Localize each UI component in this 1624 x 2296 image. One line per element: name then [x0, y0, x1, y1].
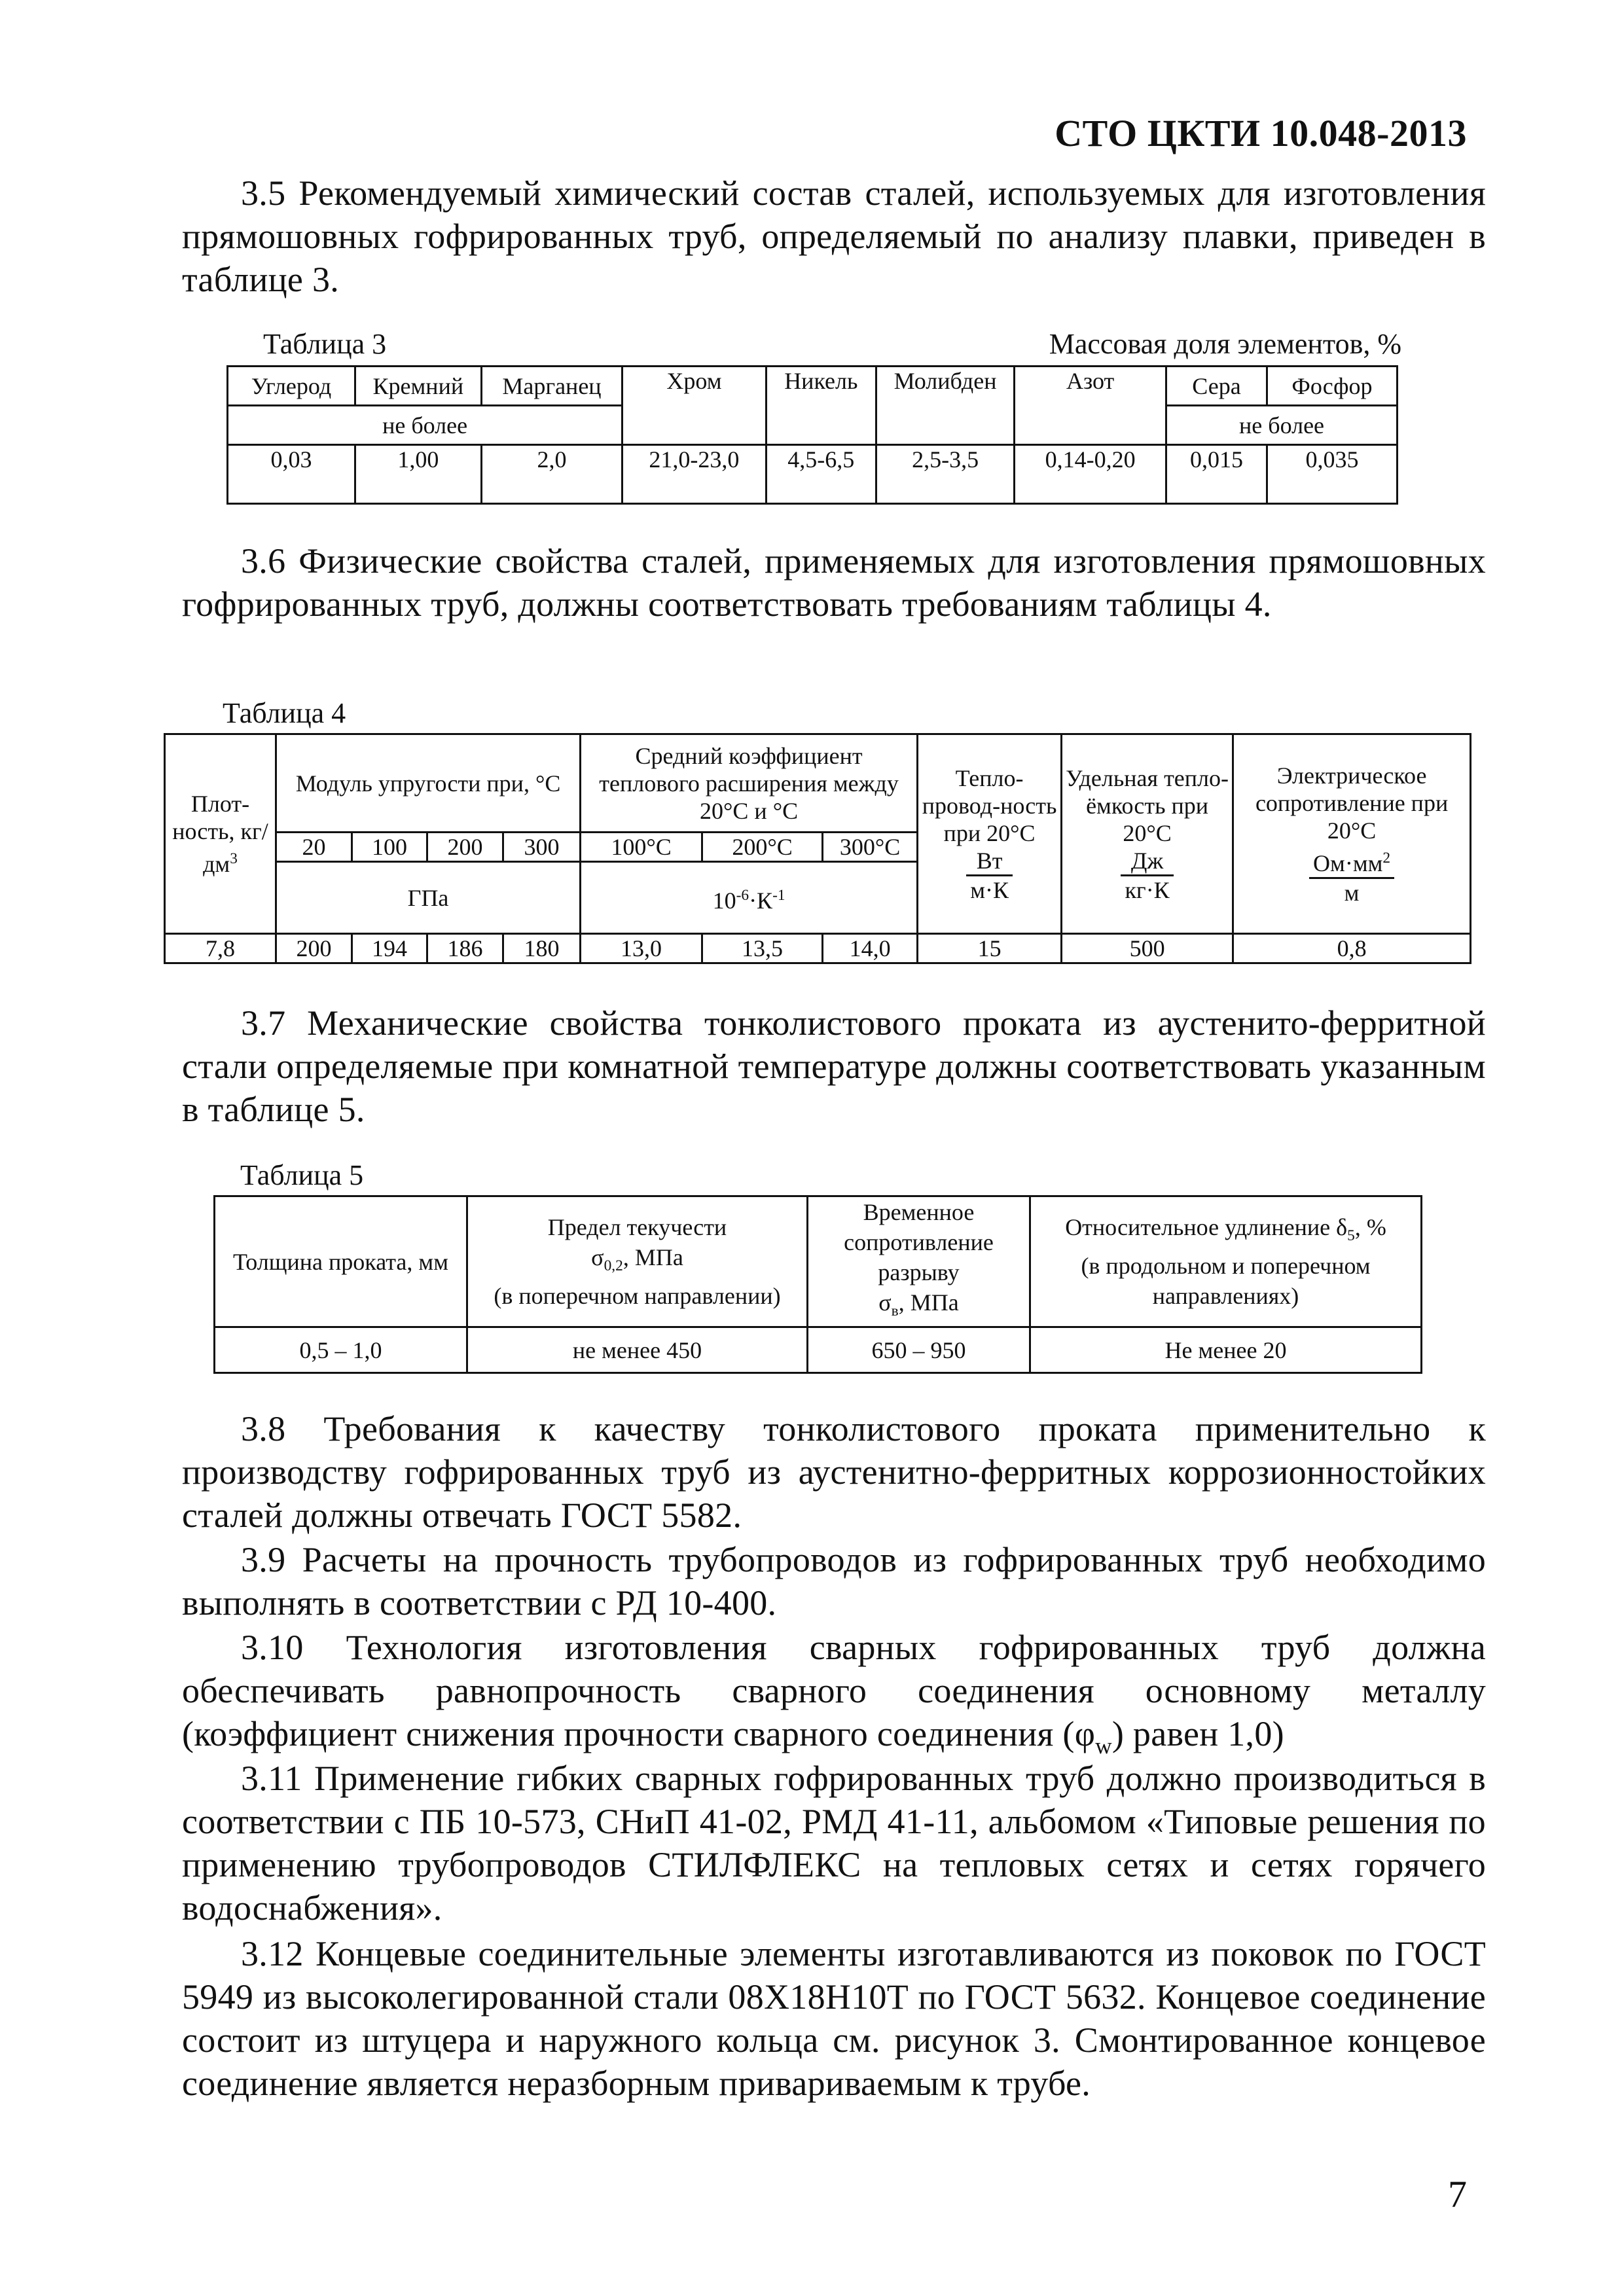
table3-value: 2,0 [481, 445, 622, 504]
table4-expansion-temp: 300°С [823, 833, 918, 862]
table4-value: 180 [503, 934, 581, 963]
table-4 [164, 733, 1471, 964]
table5-thickness-header: Толщина проката, мм [215, 1196, 467, 1327]
table4-value: 194 [352, 934, 427, 963]
table4-caption: Таблица 4 [223, 697, 346, 729]
table5-value: не менее 450 [467, 1327, 808, 1373]
table5-value: 650 – 950 [808, 1327, 1030, 1373]
table4-modulus-temp: 200 [427, 833, 503, 862]
table5-yield-header: Предел текучести $\sigma_{0,2}$, МПа (в поперечном направлении) [467, 1196, 808, 1327]
table4-value: 7,8 [165, 934, 276, 963]
table4-expansion-header: Средний коэффициент теплового расширения между 20°С и °С [581, 734, 918, 833]
table4-value: 0,8 [1233, 934, 1471, 963]
table3-header: Молибден [876, 367, 1014, 445]
table4-header-row [165, 734, 1471, 833]
document-code: СТО ЦКТИ 10.048-2013 [1055, 112, 1467, 154]
page-number: 7 [1448, 2173, 1467, 2215]
table4-value: 15 [918, 934, 1062, 963]
table3-header-row [228, 367, 1398, 406]
table4-conductivity-header: Тепло-провод-ность при 20°С $\frac{Вт}{м\cdot К}$ [918, 734, 1062, 934]
table5-caption: Таблица 5 [240, 1159, 364, 1191]
table3-header: Углерод [228, 367, 355, 406]
table4-value: 500 [1062, 934, 1233, 963]
table3-not-more-right: не более [1166, 406, 1398, 445]
table3-header: Сера [1166, 367, 1267, 406]
table3-value-row [228, 445, 1398, 504]
paragraph-3-11: 3.11 Применение гибких сварных гофрированных труб должно производиться в соответствии с ПБ 10-573, СНиП 41-02, РМД 41-11, альбомом «Типовые решения по применению трубопроводов СТИЛФЛЕКС на тепловых сетях и сетях горячего водоснабжения». [182, 1759, 1486, 1928]
table4-value: 13,5 [702, 934, 823, 963]
table4-value: 200 [276, 934, 352, 963]
table4-heat-capacity-unit: $\frac{Дж}{кг\cdot К}$ [1121, 847, 1173, 904]
table5-value: 0,5 – 1,0 [215, 1327, 467, 1373]
table4-modulus-temp: 20 [276, 833, 352, 862]
table4-expansion-unit: $10^{-6}\cdot К^{-1}$ [581, 862, 918, 934]
table3-caption-right: Массовая доля элементов, % [1049, 328, 1401, 360]
table4-modulus-header: Модуль упругости при, °С [276, 734, 581, 833]
paragraph-3-7: 3.7 Механические свойства тонколистового проката из аустенито-ферритной стали определяемые при комнатной температуре должны соответствовать указанным в таблице 5. [182, 1003, 1486, 1129]
table5-value-row [215, 1327, 1422, 1373]
table4-density-header: Плот-ность, $кг/дм^3$ [165, 734, 276, 934]
paragraph-3-6: 3.6 Физические свойства сталей, применяемых для изготовления прямошовных гофрированных труб, должны соответствовать требованиям таблицы 4. [182, 541, 1486, 624]
paragraph-3-5: 3.5 Рекомендуемый химический состав сталей, используемых для изготовления прямошовных гофрированных труб, определяемый по анализу плавки, приведен в таблице 3. [182, 173, 1486, 299]
table3-header: Фосфор [1267, 367, 1397, 406]
table5-value: Не менее 20 [1030, 1327, 1422, 1373]
table-5 [213, 1195, 1422, 1374]
table3-value: 0,03 [228, 445, 355, 504]
table3-header: Марганец [481, 367, 622, 406]
table4-conductivity-unit: $\frac{Вт}{м\cdot К}$ [966, 847, 1013, 904]
table4-modulus-temp: 100 [352, 833, 427, 862]
table3-value: 0,14-0,20 [1015, 445, 1166, 504]
table4-value: 14,0 [823, 934, 918, 963]
table4-expansion-temp: 100°С [581, 833, 702, 862]
table4-heat-capacity-header: Удельная тепло-ёмкость при 20°С $\frac{Дж}{кг\cdot К}$ [1062, 734, 1233, 934]
table3-value: 1,00 [355, 445, 481, 504]
table3-header: Никель [766, 367, 876, 445]
table-3 [226, 365, 1398, 505]
table4-value: 13,0 [581, 934, 702, 963]
table3-value: 0,015 [1166, 445, 1267, 504]
table4-modulus-temp: 300 [503, 833, 581, 862]
table3-value: 0,035 [1267, 445, 1397, 504]
table3-value: 21,0-23,0 [623, 445, 767, 504]
table3-header: Кремний [355, 367, 481, 406]
table3-caption: Таблица 3 [263, 328, 387, 360]
table3-not-more-left: не более [228, 406, 623, 445]
paragraph-3-9: 3.9 Расчеты на прочность трубопроводов из гофрированных труб необходимо выполнять в соответствии с РД 10-400. [182, 1540, 1486, 1623]
table5-header-row [215, 1196, 1422, 1327]
paragraph-3-10: 3.10 Технология изготовления сварных гофрированных труб должна обеспечивать равнопрочность сварного соединения основному металлу (коэффициент снижения прочности сварного соединения $(\varphi_w)$ равен 1,0) [182, 1628, 1486, 1759]
table3-header: Хром [623, 367, 767, 445]
table4-value: 186 [427, 934, 503, 963]
table4-expansion-temp: 200°С [702, 833, 823, 862]
table4-resistivity-header: Электрическое сопротивление при 20°С $\frac{Ом\cdot мм^2}{м}$ [1233, 734, 1471, 934]
paragraph-3-8: 3.8 Требования к качеству тонколистового проката применительно к производству гофрированных труб из аустенитно-ферритных коррозионностойких сталей должны отвечать ГОСТ 5582. [182, 1409, 1486, 1535]
table5-elongation-header: Относительное удлинение $\delta_5$, % (в продольном и поперечном направлениях) [1030, 1196, 1422, 1327]
table3-value: 2,5-3,5 [876, 445, 1014, 504]
table4-resistivity-unit: $\frac{Ом\cdot мм^2}{м}$ [1309, 844, 1394, 906]
table3-value: 4,5-6,5 [766, 445, 876, 504]
table4-value-row [165, 934, 1471, 963]
table4-modulus-unit: ГПа [276, 862, 581, 934]
table5-tensile-header: Временное сопротивление разрыву $\sigma_в$, МПа [808, 1196, 1030, 1327]
paragraph-3-12: 3.12 Концевые соединительные элементы изготавливаются из поковок по ГОСТ 5949 из высоколегированной стали 08Х18Н10Т по ГОСТ 5632. Концевое соединение состоит из штуцера и наружного кольца см. рисунок 3. Смонтированное концевое соединение является неразборным привариваемым к трубе. [182, 1934, 1486, 2103]
table3-header: Азот [1015, 367, 1166, 445]
